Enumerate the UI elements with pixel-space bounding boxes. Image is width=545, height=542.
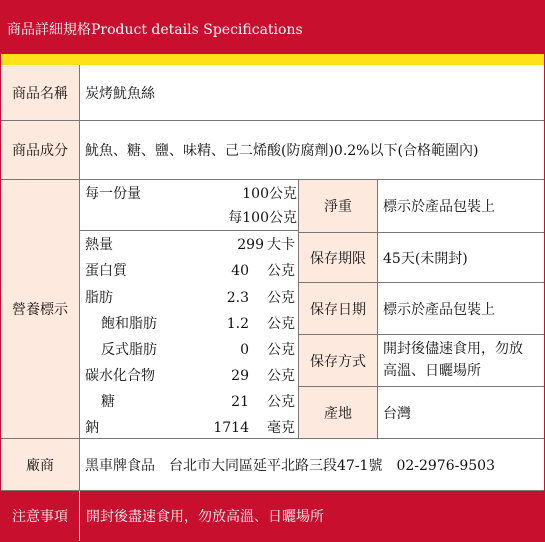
grid-line: [80, 230, 299, 231]
grid-line: [299, 334, 544, 335]
nutrient-name: 鈉: [85, 420, 99, 436]
nutrient-value: 299: [237, 237, 264, 253]
nutrient-name: 飽和脂肪: [101, 316, 157, 332]
shelf-life-value: 45天(未開封): [383, 250, 468, 267]
shelf-life-label: 保存期限: [299, 233, 377, 282]
per-serving-label: 每一份量: [85, 186, 141, 202]
nutrient-name: 碳水化合物: [85, 368, 155, 384]
grid-line: [298, 179, 299, 439]
nutrient-unit: 公克: [267, 316, 295, 332]
maker-label: 廠商: [1, 439, 79, 491]
nutrient-value: 21: [231, 394, 249, 410]
grid-line: [299, 282, 544, 283]
storage-method-line1: 開封後儘速食用，勿放: [383, 341, 523, 357]
net-weight-value: 標示於產品包裝上: [383, 199, 495, 215]
origin-label: 產地: [299, 387, 377, 438]
origin-value: 台灣: [383, 405, 411, 422]
nutrition-label: 營養標示: [1, 180, 79, 438]
nutrient-name: 熱量: [85, 237, 113, 253]
nutrient-name: 蛋白質: [85, 263, 127, 279]
ingredients-label: 商品成分: [1, 121, 79, 179]
nutrient-value: 40: [231, 263, 249, 279]
accent-stripe: [1, 54, 544, 65]
storage-method-line2: 高溫、日曬場所: [383, 363, 481, 379]
storage-method-label: 保存方式: [299, 335, 377, 386]
nutrient-unit: 公克: [267, 290, 295, 306]
notice-value: 開封後盡速食用，勿放高溫、日曬場所: [86, 509, 324, 525]
page-title: 商品詳細規格Product details Specifications: [7, 22, 303, 38]
nutrient-value: 1.2: [226, 316, 249, 332]
nutrient-value: 0: [240, 342, 249, 358]
nutrient-name: 反式脂肪: [101, 342, 157, 358]
nutrient-unit: 公克: [267, 342, 295, 358]
grid-line: [377, 179, 378, 439]
expiry-date-value: 標示於產品包裝上: [383, 301, 495, 318]
maker-value: 黑車牌食品 台北市大同區延平北路三段47-1號 02-2976-9503: [85, 458, 495, 474]
nutrient-name: 脂肪: [85, 290, 113, 306]
grid-line: [1, 179, 544, 180]
nutrient-unit: 公克: [267, 368, 295, 384]
nutrient-value: 2.3: [226, 290, 249, 306]
notice-label: 注意事項: [12, 509, 68, 525]
grid-line: [299, 386, 544, 387]
grid-line: [1, 438, 544, 439]
per-100g-label: 每100公克: [228, 210, 297, 226]
nutrient-unit: 毫克: [267, 420, 295, 436]
nutrient-unit: 公克: [267, 263, 295, 279]
notice-bar: [1, 491, 544, 541]
grid-line: [299, 232, 544, 233]
grid-line: [79, 65, 80, 491]
nutrient-name: 糖: [101, 394, 115, 410]
product-name-label: 商品名稱: [1, 66, 79, 120]
nutrient-unit: 大卡: [267, 237, 295, 253]
nutrient-unit: 公克: [267, 394, 295, 410]
nutrient-value: 1714: [213, 420, 249, 436]
title-bar: [1, 1, 544, 54]
net-weight-label: 淨重: [299, 180, 377, 232]
per-serving-amount: 100公克: [242, 186, 297, 202]
nutrient-value: 29: [231, 368, 249, 384]
ingredients-value: 魷魚、糖、鹽、味精、己二烯酸(防腐劑)0.2%以下(合格範圍內): [85, 143, 479, 159]
expiry-date-label: 保存日期: [299, 283, 377, 334]
grid-line: [1, 120, 544, 121]
product-name-value: 炭烤魷魚絲: [85, 86, 155, 102]
